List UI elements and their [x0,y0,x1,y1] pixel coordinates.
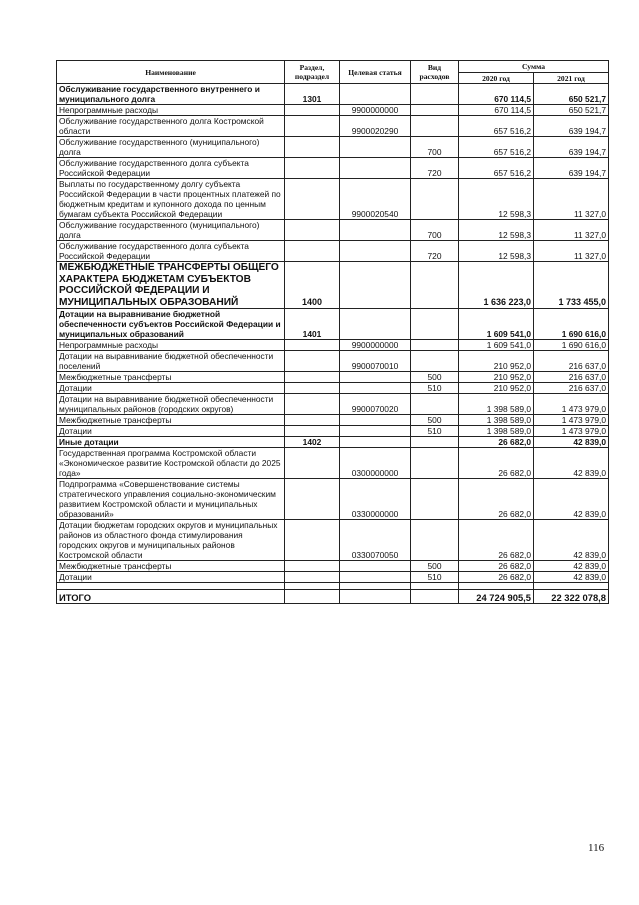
row-expense-type: 720 [411,241,459,262]
table-row [57,351,609,372]
row-sum-2021: 1 690 616,0 [534,309,609,340]
row-razdel [285,415,340,426]
row-sum-2021: 216 637,0 [534,372,609,383]
table-row [57,383,609,394]
row-sum-2020: 657 516,2 [459,116,534,137]
row-name: Дотации [57,572,285,583]
row-target-article [340,572,411,583]
row-target-article [340,561,411,572]
row-target-article: 9900070010 [340,351,411,372]
row-target-article: 9900020290 [340,116,411,137]
row-sum-2020: 210 952,0 [459,351,534,372]
row-sum-2020: 670 114,5 [459,105,534,116]
table-row [57,394,609,415]
row-sum-2020: 210 952,0 [459,372,534,383]
table-row [57,262,609,309]
row-sum-2020: 12 598,3 [459,220,534,241]
row-expense-type: 720 [411,158,459,179]
row-target-article: 0300000000 [340,448,411,479]
row-target-article [340,372,411,383]
row-target-article [340,383,411,394]
row-target-article [340,426,411,437]
row-expense-type [411,116,459,137]
table-row [57,415,609,426]
row-name: Межбюджетные трансферты [57,372,285,383]
row-sum-2021: 11 327,0 [534,220,609,241]
row-sum-2021 [534,583,609,590]
row-name: Выплаты по государственному долгу субъекта Российской Федерации в части процентных платежей по бюджетным кредитам и купонного дохода по ценным бумагам субъекта Российской Федерации [57,179,285,220]
table-row [57,426,609,437]
table-row [57,520,609,561]
header-name: Наименование [57,61,285,84]
row-expense-type [411,583,459,590]
table-row [57,479,609,520]
row-sum-2021: 1 473 979,0 [534,415,609,426]
row-expense-type [411,590,459,604]
row-expense-type: 500 [411,415,459,426]
row-name: Непрограммные расходы [57,105,285,116]
row-target-article [340,437,411,448]
row-razdel [285,590,340,604]
table-row [57,116,609,137]
row-razdel: 1401 [285,309,340,340]
table-row [57,583,609,590]
row-razdel [285,340,340,351]
header-year-2021: 2021 год [534,73,609,84]
header-year-2020: 2020 год [459,73,534,84]
row-sum-2020: 657 516,2 [459,158,534,179]
row-sum-2020: 12 598,3 [459,179,534,220]
row-target-article: 0330000000 [340,479,411,520]
table-row [57,220,609,241]
row-sum-2020: 1 636 223,0 [459,262,534,309]
row-expense-type [411,448,459,479]
row-razdel [285,241,340,262]
row-sum-2020: 657 516,2 [459,137,534,158]
row-sum-2020: 26 682,0 [459,520,534,561]
row-name: Иные дотации [57,437,285,448]
row-target-article [340,583,411,590]
row-razdel: 1402 [285,437,340,448]
row-razdel [285,220,340,241]
row-sum-2021: 639 194,7 [534,158,609,179]
row-target-article [340,309,411,340]
row-name: Дотации [57,383,285,394]
row-razdel [285,583,340,590]
header-razdel: Раздел, подраздел [285,61,340,84]
row-name: Межбюджетные трансферты [57,561,285,572]
row-expense-type [411,479,459,520]
row-target-article [340,137,411,158]
row-sum-2021: 1 473 979,0 [534,426,609,437]
row-sum-2020: 1 609 541,0 [459,340,534,351]
row-target-article: 9900020540 [340,179,411,220]
row-sum-2021: 639 194,7 [534,116,609,137]
row-name [57,583,285,590]
row-name: Межбюджетные трансферты [57,415,285,426]
row-sum-2021: 216 637,0 [534,351,609,372]
row-razdel [285,572,340,583]
row-expense-type: 510 [411,572,459,583]
row-sum-2021: 42 839,0 [534,561,609,572]
row-target-article: 9900000000 [340,105,411,116]
row-razdel [285,351,340,372]
row-name: Дотации на выравнивание бюджетной обеспеченности поселений [57,351,285,372]
row-expense-type [411,309,459,340]
row-razdel: 1400 [285,262,340,309]
row-razdel [285,426,340,437]
table-header [57,61,609,84]
row-sum-2020: 1 398 589,0 [459,415,534,426]
row-name: Непрограммные расходы [57,340,285,351]
row-razdel [285,561,340,572]
row-name: МЕЖБЮДЖЕТНЫЕ ТРАНСФЕРТЫ ОБЩЕГО ХАРАКТЕРА БЮДЖЕТАМ СУБЪЕКТОВ РОССИЙСКОЙ ФЕДЕРАЦИИ И МУНИЦИПАЛЬНЫХ ОБРАЗОВАНИЙ [57,262,285,309]
table-row [57,572,609,583]
row-razdel [285,105,340,116]
budget-table [56,60,609,604]
row-sum-2021: 1 733 455,0 [534,262,609,309]
row-name: Обслуживание государственного (муниципального) долга [57,220,285,241]
row-sum-2020: 210 952,0 [459,383,534,394]
row-razdel [285,137,340,158]
row-target-article: 0330070050 [340,520,411,561]
row-expense-type [411,262,459,309]
row-name: Обслуживание государственного долга субъекта Российской Федерации [57,241,285,262]
table-row [57,437,609,448]
page-number: 116 [588,842,605,854]
row-target-article: 9900070020 [340,394,411,415]
row-sum-2021: 1 473 979,0 [534,394,609,415]
row-razdel [285,383,340,394]
row-name: Обслуживание государственного долга Костромской области [57,116,285,137]
row-sum-2021: 639 194,7 [534,137,609,158]
row-razdel [285,479,340,520]
row-target-article [340,241,411,262]
table-row [57,309,609,340]
row-target-article [340,158,411,179]
table-row [57,84,609,105]
row-sum-2021: 216 637,0 [534,383,609,394]
row-target-article [340,220,411,241]
table-row [57,105,609,116]
header-vid: Вид расходов [411,61,459,84]
table-row [57,340,609,351]
row-sum-2020: 1 398 589,0 [459,394,534,415]
row-target-article [340,415,411,426]
row-sum-2020: 12 598,3 [459,241,534,262]
row-sum-2021: 1 690 616,0 [534,340,609,351]
table-row [57,179,609,220]
row-sum-2021: 650 521,7 [534,84,609,105]
table-row [57,137,609,158]
table-row [57,372,609,383]
header-cel: Целевая статья [340,61,411,84]
row-sum-2020: 26 682,0 [459,561,534,572]
row-name: Дотации [57,426,285,437]
row-sum-2021: 22 322 078,8 [534,590,609,604]
row-expense-type: 700 [411,220,459,241]
row-sum-2020: 1 609 541,0 [459,309,534,340]
row-expense-type: 500 [411,561,459,572]
row-name: ИТОГО [57,590,285,604]
row-sum-2020: 26 682,0 [459,448,534,479]
row-name: Подпрограмма «Совершенствование системы стратегического управления социально-экономическим развитием Костромской области и муниципальных образований» [57,479,285,520]
row-expense-type [411,394,459,415]
row-expense-type: 510 [411,383,459,394]
total-row [57,590,609,604]
table-row [57,158,609,179]
row-sum-2020 [459,583,534,590]
row-expense-type [411,351,459,372]
row-expense-type [411,105,459,116]
row-razdel [285,158,340,179]
row-name: Обслуживание государственного внутреннего и муниципального долга [57,84,285,105]
table-row [57,241,609,262]
row-razdel [285,448,340,479]
row-razdel [285,116,340,137]
row-sum-2020: 1 398 589,0 [459,426,534,437]
row-expense-type: 510 [411,426,459,437]
row-name: Государственная программа Костромской области «Экономическое развитие Костромской области до 2025 года» [57,448,285,479]
row-razdel [285,394,340,415]
row-sum-2020: 26 682,0 [459,437,534,448]
row-sum-2020: 26 682,0 [459,479,534,520]
row-expense-type [411,437,459,448]
row-expense-type [411,84,459,105]
row-target-article [340,262,411,309]
row-sum-2020: 26 682,0 [459,572,534,583]
row-name: Дотации бюджетам городских округов и муниципальных районов из областного фонда стимулирования городских округов и муниципальных районов Костромской области [57,520,285,561]
row-sum-2021: 42 839,0 [534,448,609,479]
row-name: Дотации на выравнивание бюджетной обеспеченности субъектов Российской Федерации и муниципальных образований [57,309,285,340]
row-expense-type [411,179,459,220]
row-name: Обслуживание государственного долга субъекта Российской Федерации [57,158,285,179]
table-body [57,84,609,604]
row-sum-2021: 650 521,7 [534,105,609,116]
row-sum-2021: 11 327,0 [534,241,609,262]
row-sum-2021: 11 327,0 [534,179,609,220]
row-expense-type: 700 [411,137,459,158]
row-sum-2021: 42 839,0 [534,479,609,520]
table-row [57,448,609,479]
row-razdel [285,520,340,561]
row-sum-2021: 42 839,0 [534,437,609,448]
row-expense-type [411,340,459,351]
row-target-article [340,84,411,105]
row-sum-2020: 670 114,5 [459,84,534,105]
row-expense-type [411,520,459,561]
header-summa: Сумма [459,61,609,73]
row-sum-2021: 42 839,0 [534,572,609,583]
row-target-article: 9900000000 [340,340,411,351]
row-razdel [285,179,340,220]
row-sum-2021: 42 839,0 [534,520,609,561]
table-row [57,561,609,572]
row-expense-type: 500 [411,372,459,383]
row-sum-2020: 24 724 905,5 [459,590,534,604]
row-name: Обслуживание государственного (муниципального) долга [57,137,285,158]
row-target-article [340,590,411,604]
row-razdel: 1301 [285,84,340,105]
row-name: Дотации на выравнивание бюджетной обеспеченности муниципальных районов (городских округов) [57,394,285,415]
row-razdel [285,372,340,383]
